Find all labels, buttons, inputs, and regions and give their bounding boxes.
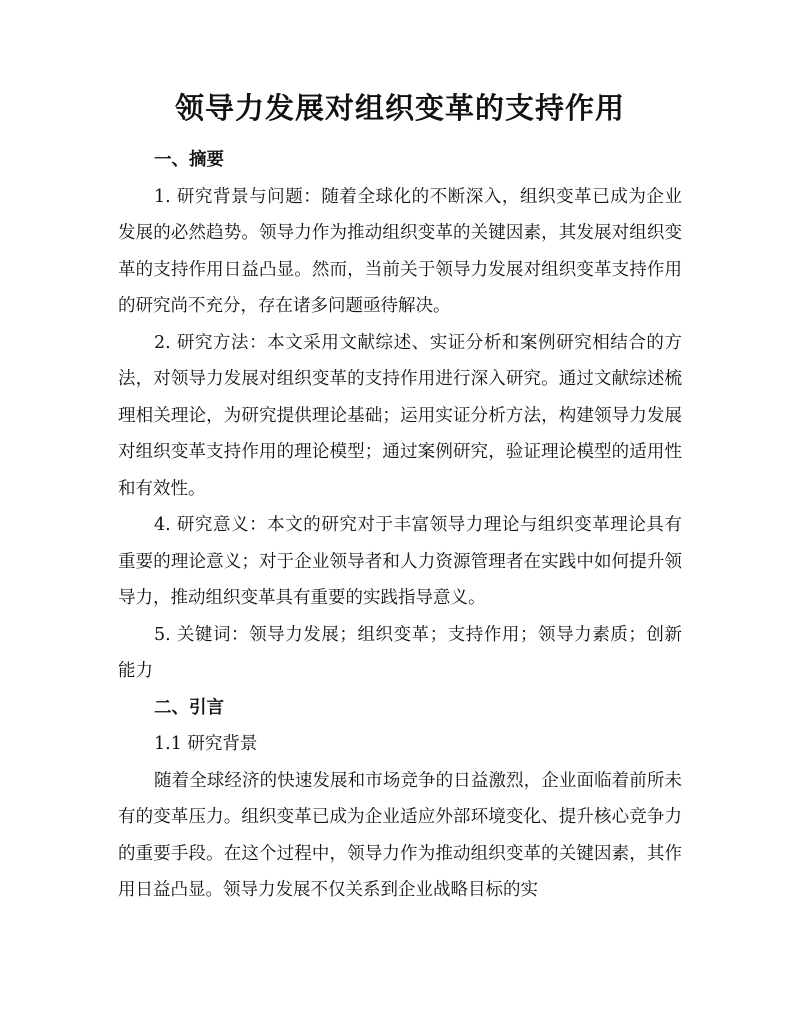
section-introduction	[118, 690, 682, 909]
paragraph-methods: 2. 研究方法：本文采用文献综述、实证分析和案例研究相结合的方法，对领导力发展对组织变革的支持作用进行深入研究。通过文献综述梳理相关理论，为研究提供理论基础；运用实证分析方法，构建领导力发展对组织变革支持作用的理论模型；通过案例研究，验证理论模型的适用性和有效性。	[118, 332, 682, 499]
section-heading-introduction: 二、引言	[154, 697, 224, 718]
paragraph-intro-background: 随着全球经济的快速发展和市场竞争的日益激烈，企业面临着前所未有的变革压力。组织变革已成为企业适应外部环境变化、提升核心竞争力的重要手段。在这个过程中，领导力作为推动组织变革的关键因素，其作用日益凸显。领导力发展不仅关系到企业战略目标的实	[118, 770, 682, 900]
paragraph-background: 1. 研究背景与问题：随着全球化的不断深入，组织变革已成为企业发展的必然趋势。领导力作为推动组织变革的关键因素，其发展对组织变革的支持作用日益凸显。然而，当前关于领导力发展对组织变革支持作用的研究尚不充分，存在诸多问题亟待解决。	[118, 186, 682, 316]
paragraph-significance: 4. 研究意义：本文的研究对于丰富领导力理论与组织变革理论具有重要的理论意义；对于企业领导者和人力资源管理者在实践中如何提升领导力，推动组织变革具有重要的实践指导意义。	[118, 515, 682, 608]
section-abstract	[118, 142, 682, 690]
section-heading-abstract: 一、摘要	[154, 150, 224, 170]
subheading-research-background: 1.1 研究背景	[154, 734, 258, 754]
document-title: 领导力发展对组织变革的支持作用	[174, 91, 625, 125]
document-page	[118, 88, 682, 909]
paragraph-keywords: 5. 关键词：领导力发展；组织变革；支持作用；领导力素质；创新能力	[118, 624, 682, 681]
